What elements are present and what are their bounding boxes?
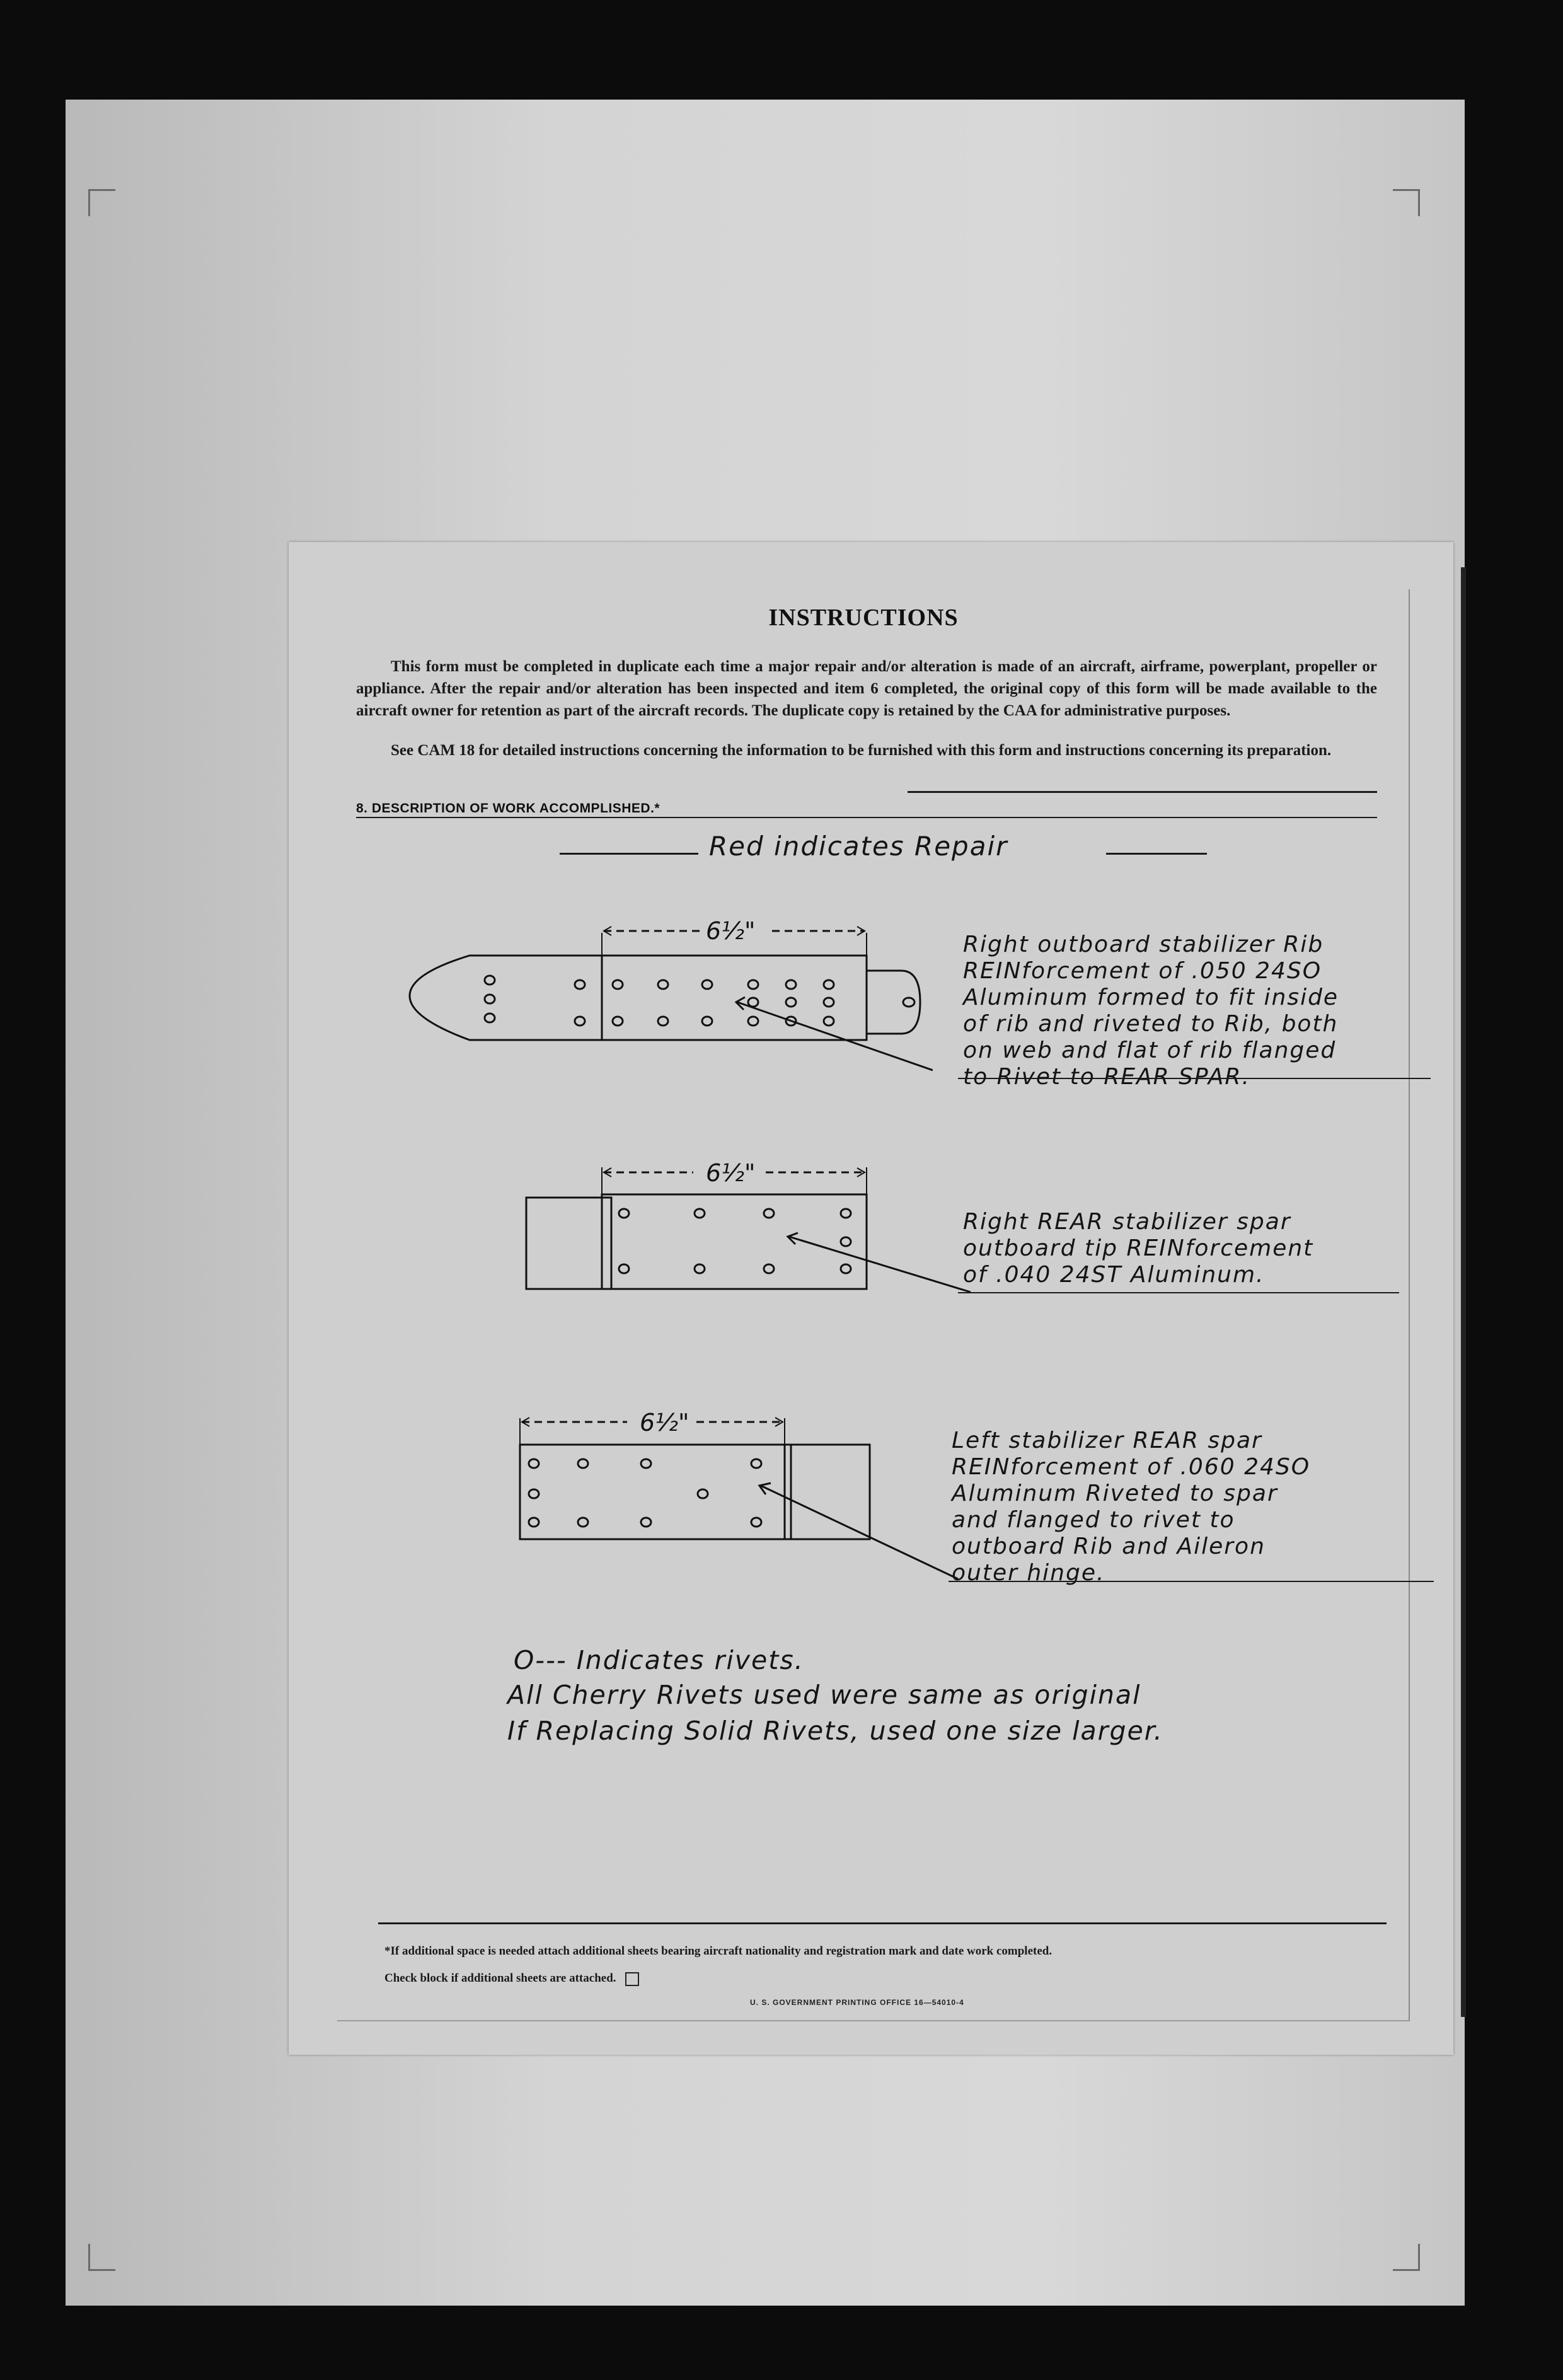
note3-line: Aluminum Riveted to spar (952, 1481, 1278, 1506)
leader-arrow-3 (753, 1478, 967, 1585)
note2-line: Right REAR stabilizer spar (963, 1209, 1291, 1235)
note3-line: REINforcement of .060 24SO (952, 1454, 1311, 1480)
note-rear-spar-tip (963, 1209, 1313, 1288)
instructions-paragraph-1: This form must be completed in duplicate each time a major repair and/or alteration is made of an aircraft, airframe, powerplant, propeller or appliance. After the repair and/or alteration has been inspected and item 6 completed, the original copy of this form will be made available to the aircraft owner for retention as part of the aircraft records. The duplicate copy is retained by the CAA for administrative purposes. (356, 658, 1377, 719)
crop-mark-bottom-right (1393, 2244, 1420, 2271)
form-title: INSTRUCTIONS (768, 604, 959, 631)
note2-line: outboard tip REINforcement (963, 1235, 1314, 1261)
dimension-label-1: 6½" (706, 917, 756, 945)
crop-mark-top-right (1393, 189, 1420, 216)
leader-arrow-2 (782, 1229, 983, 1298)
note-rib-reinforcement (963, 932, 1339, 1090)
note1-underline (958, 1078, 1431, 1079)
dimension-label-3: 6½" (640, 1409, 689, 1436)
repair-heading: Red indicates Repair (709, 831, 1008, 862)
form-rule (908, 791, 1377, 793)
crop-mark-top-left (88, 189, 115, 216)
checkbox-label: Check block if additional sheets are attached. (384, 1972, 616, 1985)
film-edge-shadow (1461, 567, 1466, 2017)
note3-line: and flanged to rivet to (952, 1507, 1235, 1533)
note-left-rear-spar (952, 1428, 1310, 1586)
heading-rule-right (1106, 853, 1207, 855)
cherry-rivets-note: All Cherry Rivets used were same as original (507, 1680, 1141, 1710)
solid-rivets-note: If Replacing Solid Rivets, used one size larger. (507, 1716, 1163, 1746)
additional-sheets-checkbox[interactable] (625, 1972, 639, 1986)
note3-line: Left stabilizer REAR spar (952, 1428, 1262, 1453)
note1-line: REINforcement of .050 24SO (963, 958, 1322, 984)
checkbox-row (384, 1972, 639, 1986)
note1-line: Aluminum formed to fit inside (963, 985, 1339, 1010)
diagram-rib-reinforcement (403, 908, 933, 1072)
crop-mark-bottom-left (88, 2244, 115, 2271)
section-rule (356, 817, 1377, 818)
note1-line: to Rivet to REAR SPAR. (963, 1064, 1250, 1090)
note3-line: outboard Rib and Aileron (952, 1534, 1266, 1559)
note2-underline (958, 1292, 1399, 1293)
section-heading: 8. DESCRIPTION OF WORK ACCOMPLISHED.* (356, 801, 660, 816)
footer-rule (378, 1922, 1387, 1924)
heading-rule-left (560, 853, 698, 855)
dimension-label-2: 6½" (706, 1159, 756, 1187)
note2-line: of .040 24ST Aluminum. (963, 1262, 1265, 1288)
note1-line: of rib and riveted to Rib, both (963, 1011, 1339, 1037)
printing-office-imprint: U. S. GOVERNMENT PRINTING OFFICE 16—54010-4 (750, 1998, 964, 2007)
footnote: *If additional space is needed attach additional sheets bearing aircraft nationality and registration mark and date work completed. (384, 1944, 1053, 1958)
note1-line: on web and flat of rib flanged (963, 1037, 1337, 1063)
note1-line: Right outboard stabilizer Rib (963, 932, 1324, 957)
instructions-paragraph-2: See CAM 18 for detailed instructions concerning the information to be furnished with this form and instructions concerning its preparation. (391, 742, 1332, 759)
note3-line: outer hinge. (952, 1560, 1105, 1586)
note3-underline (949, 1581, 1434, 1582)
rivet-legend: O--- Indicates rivets. (514, 1645, 804, 1675)
